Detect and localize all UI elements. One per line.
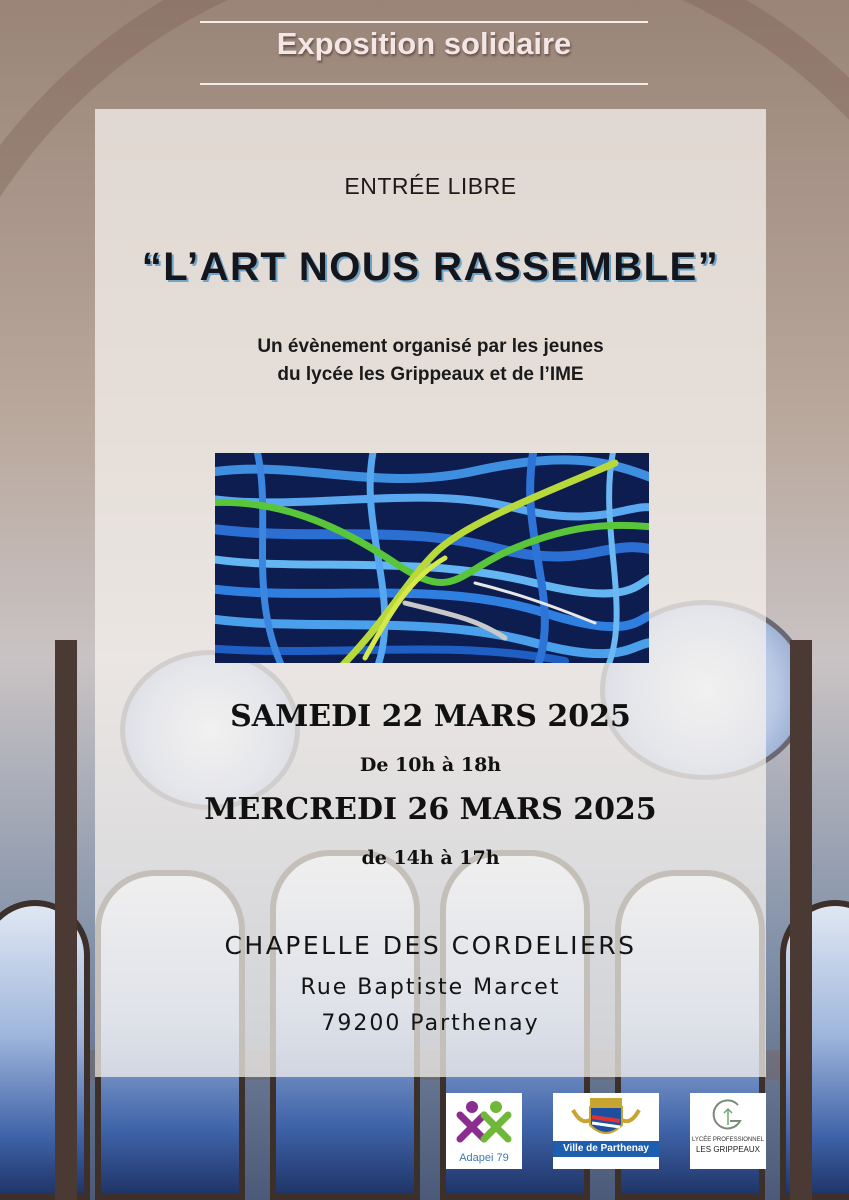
- organizer-line-2: du lycée les Grippeaux et de l’IME: [277, 364, 584, 385]
- hours-saturday: De 10h à 18h: [359, 754, 502, 776]
- hours-wednesday: de 14h à 17h: [361, 847, 500, 869]
- venue-name: CHAPELLE DES CORDELIERS: [224, 931, 637, 960]
- ville-parthenay-logo: [553, 1093, 659, 1169]
- header-title: Exposition solidaire: [276, 26, 572, 61]
- lycee-grippeaux-logo: [690, 1093, 766, 1169]
- parthenay-crest-icon: [553, 1095, 659, 1145]
- organizer-line-1: Un évènement organisé par les jeunes: [257, 336, 604, 357]
- cables-artwork-image: [215, 453, 649, 663]
- adapei-logo: [446, 1093, 522, 1169]
- ville-name: Ville de Parthenay: [553, 1141, 659, 1157]
- lycee-g-icon: [690, 1095, 766, 1137]
- date-wednesday: MERCREDI 26 MARS 2025: [204, 792, 657, 827]
- exhibition-title: “L’ART NOUS RASSEMBLE”: [141, 245, 720, 289]
- adapei-name: Adapei 79: [459, 1152, 509, 1164]
- lycee-name: LES GRIPPEAUX: [695, 1145, 761, 1154]
- header-rule-bottom: [200, 83, 648, 85]
- header-rule-top: [200, 21, 648, 23]
- organizer-text: [95, 333, 766, 389]
- artwork-photo: [215, 453, 649, 663]
- venue-street: Rue Baptiste Marcet: [300, 975, 561, 1000]
- venue-city: 79200 Parthenay: [321, 1011, 540, 1036]
- entree-libre: ENTRÉE LIBRE: [344, 173, 517, 199]
- adapei-figures-icon: [446, 1097, 522, 1147]
- date-saturday: SAMEDI 22 MARS 2025: [230, 699, 631, 734]
- lycee-type: LYCÉE PROFESSIONNEL: [692, 1137, 764, 1143]
- poster-panel: [95, 109, 766, 1077]
